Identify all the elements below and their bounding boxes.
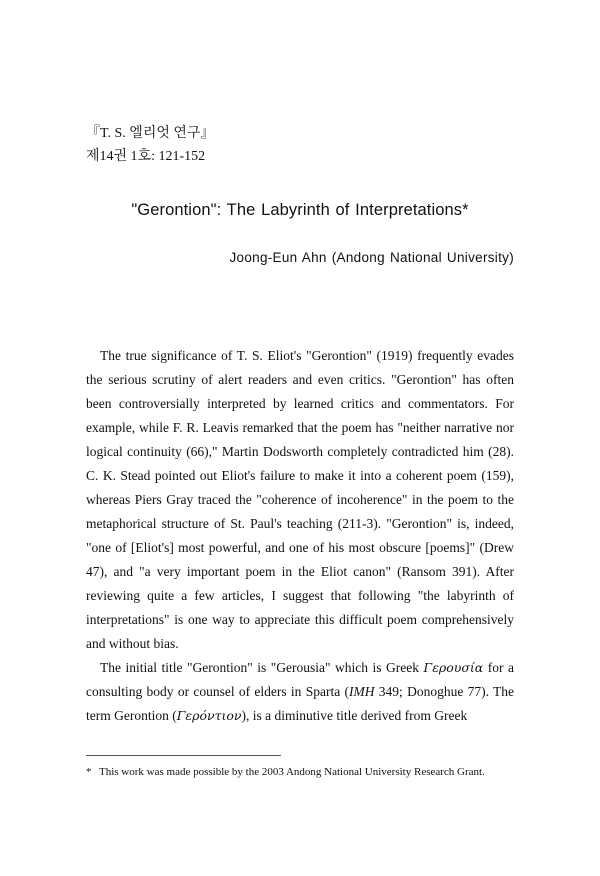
footnote-marker: * — [86, 766, 92, 778]
paragraph-2-text-2: for a consulting body or counsel of elders in Sparta ( — [86, 660, 514, 699]
article-title: "Gerontion": The Labyrinth of Interpretations* — [131, 201, 469, 219]
footnote-text: This work was made possible by the 2003 Andong National University Research Grant. — [99, 766, 485, 778]
citation-abbreviation: IMH — [349, 684, 375, 699]
greek-term-gerousia: Γερουσία — [423, 660, 484, 675]
paragraph-2-text-3: 349; Donoghue 77). The term Gerontion ( — [86, 684, 515, 723]
paragraph-2-text-1: The initial title "Gerontion" is "Gerousia" which is Greek — [100, 660, 424, 675]
journal-name: 『T. S. 엘리엇 연구』 — [86, 126, 215, 141]
paragraph-2-text-4: ), is a diminutive title derived from Greek — [241, 708, 468, 723]
article-author: Joong-Eun Ahn (Andong National University) — [229, 250, 514, 265]
footnote — [86, 764, 514, 780]
body-paragraph-1: The true significance of T. S. Eliot's "Gerontion" (1919) frequently evades the serious scrutiny of alert readers and even critics. "Gerontion" has often been controversially interpreted by learned critics and commentators. For example, while F. R. Leavis remarked that the poem has "neither narrative nor logical continuity (66)," Martin Dodsworth completely contradicted him (28). C. K. Stead pointed out Eliot's failure to make it into a coherent poem (159), whereas Piers Gray traced the "coherence of incoherence" in the poem to the metaphorical structure of St. Paul's teaching (211-3). "Gerontion" is, indeed, "one of [Eliot's] most powerful, and one of his most obscure [poems]" (Drew 47), and "a very important poem in the Eliot canon" (Ransom 391). After reviewing quite a few articles, I suggest that following "the labyrinth of interpretations" is one way to appreciate this difficult poem comprehensively and without bias. — [86, 348, 514, 651]
article-body — [86, 344, 514, 728]
journal-header — [86, 122, 214, 168]
greek-term-gerontion: Γερόντιον — [176, 708, 242, 723]
body-paragraph-2 — [86, 656, 514, 728]
footnote-divider — [86, 755, 281, 756]
journal-volume-info: 제14권 1호: 121-152 — [86, 149, 206, 164]
